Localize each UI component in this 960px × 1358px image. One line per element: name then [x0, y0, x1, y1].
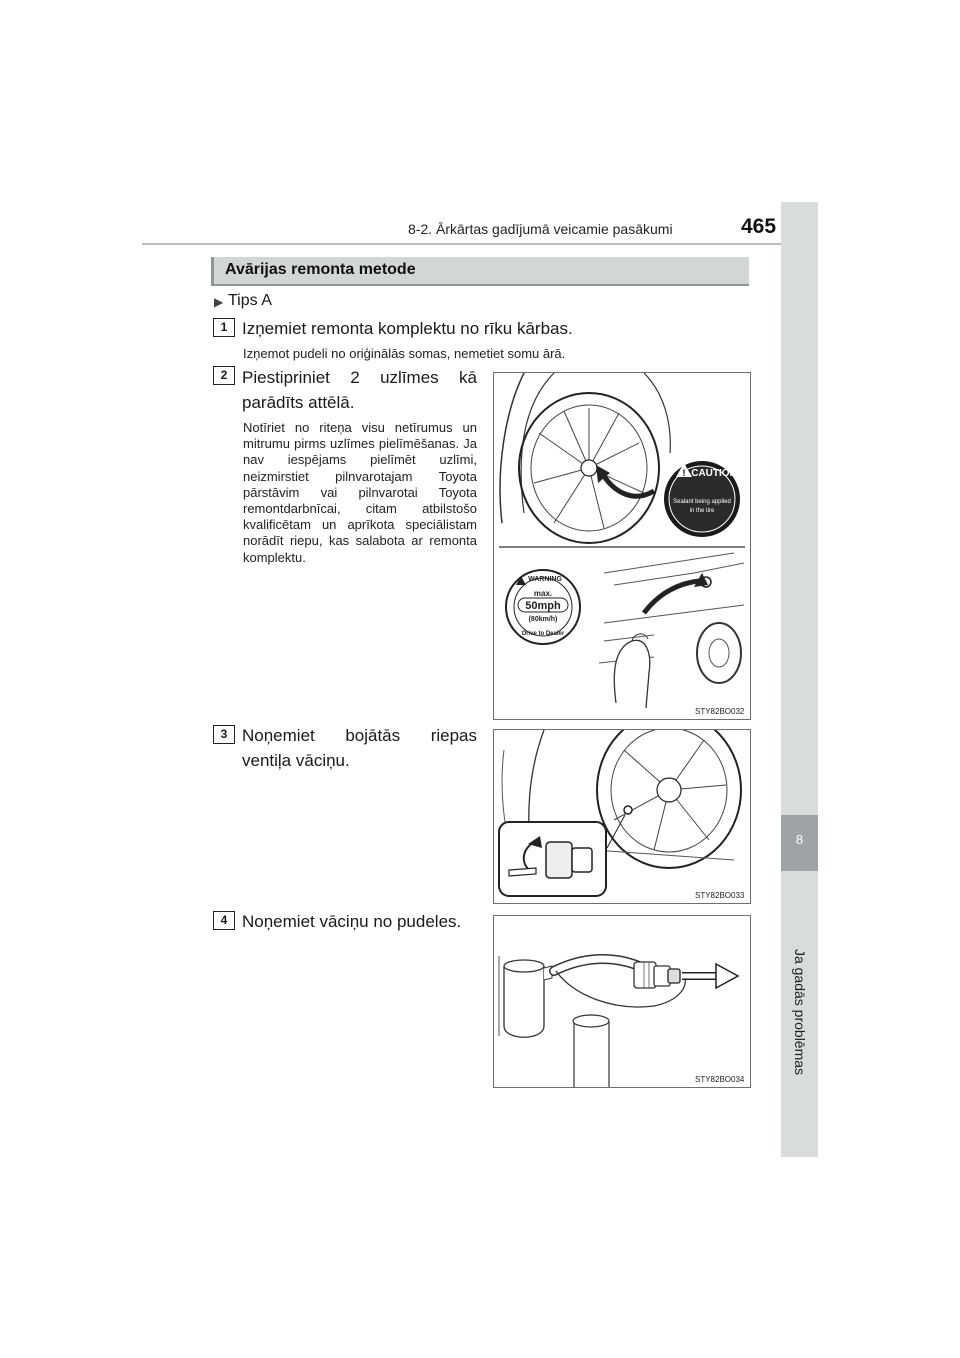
warning-title: WARNING	[528, 576, 562, 583]
svg-text:!: !	[682, 468, 686, 478]
triangle-bullet-icon: ▶	[214, 295, 224, 309]
step-badge-3: 3	[213, 725, 235, 744]
caution-line2: in the tire	[689, 508, 715, 514]
step-badge-1: 1	[213, 318, 235, 337]
side-tab-label: Ja gadās problēmas	[792, 948, 808, 1076]
caution-line1: Sealant being applied	[673, 499, 731, 505]
header-rule	[142, 243, 818, 245]
figure-valve-cap	[493, 729, 751, 904]
side-tab-number: 8	[795, 832, 804, 847]
step-badge-4: 4	[213, 911, 235, 930]
figure-id-034: STY82BO034	[695, 1075, 745, 1084]
tips-label: Tips A	[228, 292, 272, 309]
figure-bottle-cap	[493, 915, 751, 1088]
bottle-cap-illustration	[494, 916, 750, 1087]
figure-sticker-placement	[493, 372, 751, 720]
step-1-title: Izņemiet remonta komplektu no rīku kārbas.	[242, 319, 573, 338]
sticker-illustration	[494, 373, 750, 719]
warning-speed: 50mph	[525, 600, 561, 612]
step-4-title: Noņemiet vāciņu no pudeles.	[242, 912, 462, 931]
warning-max: max.	[533, 589, 553, 598]
figure-id-032: STY82BO032	[695, 707, 745, 716]
step-2-note: Notīriet no riteņa visu netīrumus un mitrumu pirms uzlīmes pielīmēšanas. Ja nav iespējams pielīmēt uzlīmi, neizmirstiet pilnvarotajam Toyota pārstāvim vai pilnvarotai Toyota remontdarbnīcai, citam atbilstošo kvalificētam un aprīkota speciālistam norādīt riepu, kas salabota ar remonta komplektu.	[243, 420, 477, 565]
step-1-note: Izņemot pudeli no oriģinālās somas, nemetiet somu ārā.	[243, 346, 566, 361]
step-3-title: Noņemiet bojātās riepas ventiļa vāciņu.	[242, 726, 477, 770]
step-2-title: Piestipriniet 2 uzlīmes kā parādīts attēlā.	[242, 368, 477, 412]
chapter-title: 8-2. Ārkārtas gadījumā veicamie pasākumi	[408, 221, 673, 237]
section-bar-edge	[211, 257, 214, 286]
warning-bottom: Drive to Dealer	[521, 631, 565, 637]
warning-kmh: (80km/h)	[528, 616, 558, 623]
section-title: Avārijas remonta metode	[225, 261, 416, 278]
valve-cap-illustration	[494, 730, 750, 903]
step-badge-2: 2	[213, 366, 235, 385]
page-number: 465	[741, 215, 777, 238]
figure-id-033: STY82BO033	[695, 891, 745, 900]
caution-title: CAUTION	[691, 468, 737, 479]
